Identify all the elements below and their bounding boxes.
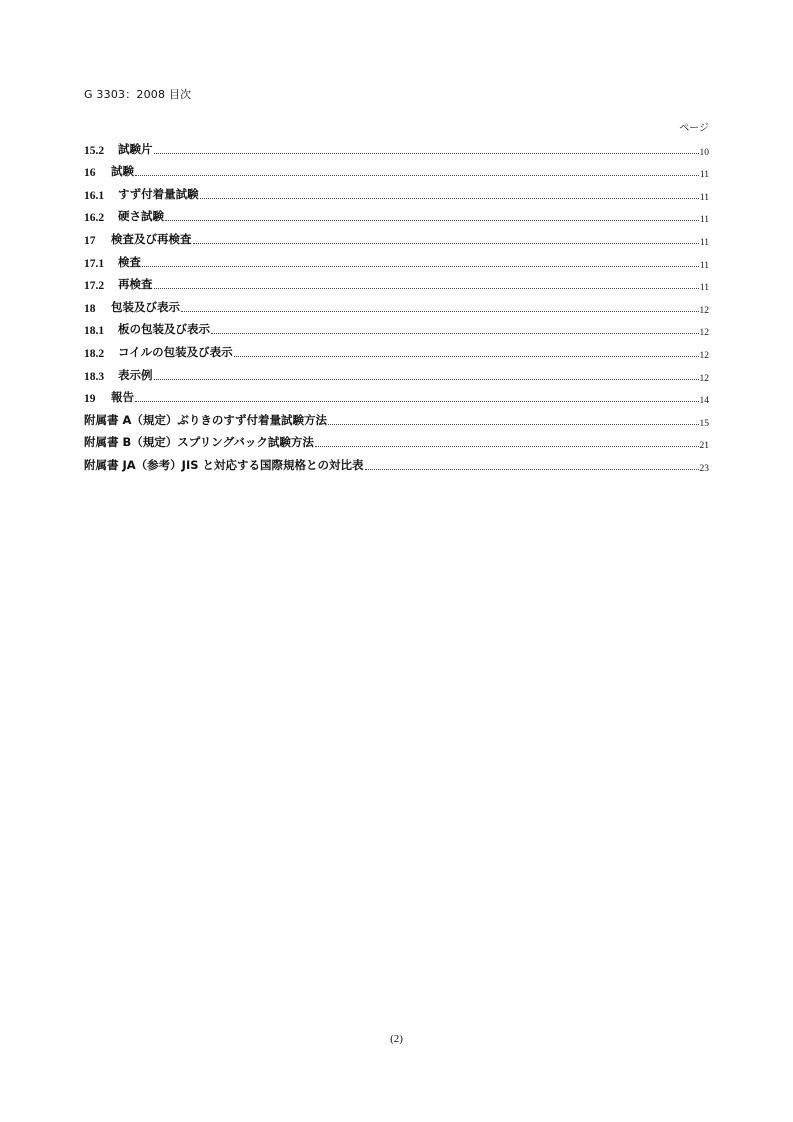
toc-entry-title: 試験片 [118,141,153,156]
toc-entry-page: 11 [699,192,709,203]
toc-leader-dots [211,332,699,334]
page-column-label: ページ [679,123,709,134]
toc-entry-17-2[interactable] [84,270,709,293]
toc-leader-dots [315,445,699,447]
toc-entry-page: 12 [699,373,709,384]
toc-leader-dots [154,287,699,289]
toc-entry-annex-b[interactable] [84,428,709,451]
toc-entry-page: 11 [699,283,709,294]
toc-entry-18[interactable] [84,292,709,315]
toc-entry-15-2[interactable] [84,134,709,157]
toc-entry-page: 14 [699,396,709,407]
toc-entry-number: 15.2 [84,144,105,157]
toc-entry-page: 21 [699,441,709,452]
toc-entry-18-1[interactable] [84,315,709,338]
document-header: G 3303：2008 目次 [84,88,192,101]
toc-entry-19[interactable] [84,383,709,406]
toc-leader-dots [165,219,699,221]
toc-entry-title: 検査及び再検査 [111,231,192,246]
toc-entry-17-1[interactable] [84,247,709,270]
toc-entry-title: すず付着量試験 [118,186,199,201]
toc-entry-title: 試験 [111,164,134,179]
toc-entry-page: 15 [699,418,709,429]
toc-entry-number: 16.1 [84,189,105,202]
toc-entry-annex-ja[interactable] [84,450,709,473]
toc-entry-page: 11 [699,215,709,226]
toc-entry-title: 報告 [111,390,134,405]
toc-entry-title: 包装及び表示 [111,299,180,314]
toc-entry-number: 18.2 [84,347,105,360]
toc-entry-number: 19 [84,393,96,406]
toc-leader-dots [328,423,698,425]
toc-leader-dots [181,310,699,312]
toc-entry-number: 17 [84,234,96,247]
toc-entry-number: 17.2 [84,280,105,293]
toc-entry-title: 板の包装及び表示 [118,322,210,337]
toc-entry-17[interactable] [84,224,709,247]
toc-entry-page: 11 [699,237,709,248]
toc-leader-dots [142,265,699,267]
table-of-contents [84,134,709,473]
toc-leader-dots [200,197,699,199]
toc-entry-16-1[interactable] [84,179,709,202]
toc-leader-dots [135,400,699,402]
toc-entry-number: 18.3 [84,370,105,383]
toc-entry-title: コイルの包装及び表示 [118,344,233,359]
toc-entry-number: 17.1 [84,257,105,270]
toc-entry-title: 附属書 JA（参考）JIS と対応する国際規格との対比表 [84,457,364,472]
page-number: (2) [390,1033,403,1045]
toc-leader-dots [234,355,699,357]
toc-entry-page: 12 [699,305,709,316]
toc-entry-title: 硬さ試験 [118,209,164,224]
toc-entry-18-3[interactable] [84,360,709,383]
toc-entry-page: 10 [699,147,709,158]
toc-entry-16-2[interactable] [84,202,709,225]
toc-entry-number: 16.2 [84,212,105,225]
toc-entry-number: 16 [84,167,96,180]
toc-entry-title: 検査 [118,254,141,269]
toc-entry-page: 12 [699,328,709,339]
toc-entry-title: 附属書 A（規定）ぶりきのすず付着量試験方法 [84,412,328,427]
toc-entry-title: 表示例 [118,367,153,382]
toc-entry-page: 23 [699,463,709,474]
toc-entry-page: 11 [699,170,709,181]
toc-entry-16[interactable] [84,157,709,180]
toc-entry-annex-a[interactable] [84,405,709,428]
toc-entry-title: 附属書 B（規定）スプリングバック試験方法 [84,435,314,450]
toc-entry-page: 12 [699,350,709,361]
toc-leader-dots [193,242,699,244]
toc-leader-dots [365,468,699,470]
toc-entry-page: 11 [699,260,709,271]
toc-entry-title: 再検査 [118,277,153,292]
toc-leader-dots [154,152,699,154]
toc-leader-dots [135,174,699,176]
toc-entry-number: 18 [84,302,96,315]
toc-leader-dots [154,378,699,380]
toc-entry-18-2[interactable] [84,337,709,360]
toc-entry-number: 18.1 [84,325,105,338]
